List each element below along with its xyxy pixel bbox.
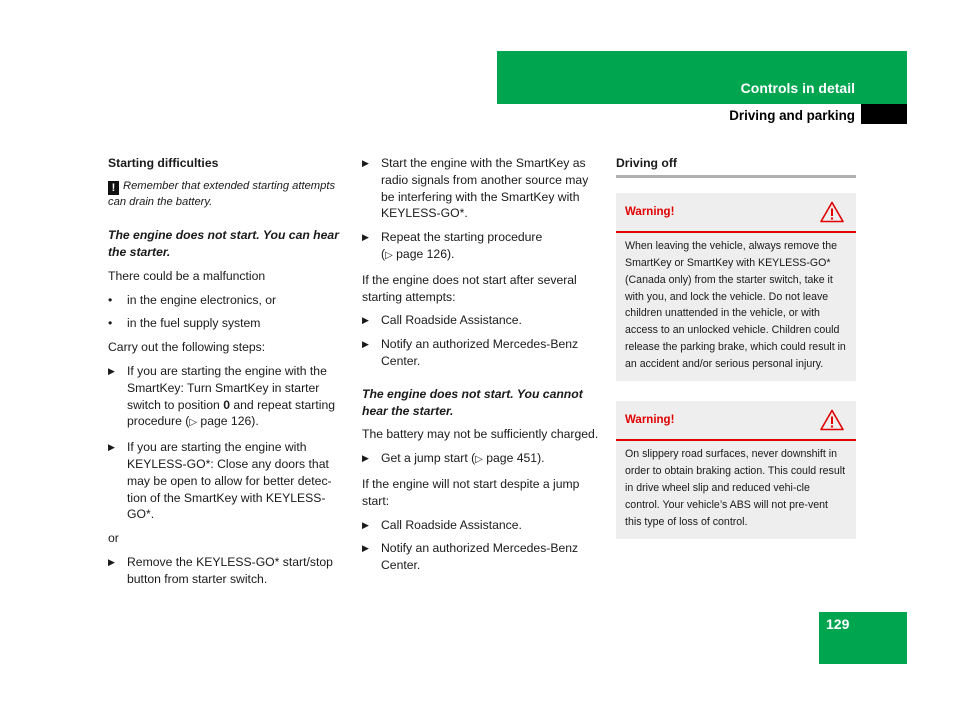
list-item: • in the fuel supply system bbox=[108, 316, 261, 331]
step-item: ▶ Notify an authorized Mercedes-Benz Center. bbox=[362, 541, 579, 573]
step-arrow-icon: ▶ bbox=[108, 366, 115, 377]
page-reference: page 451 bbox=[486, 451, 538, 466]
step-arrow-icon: ▶ bbox=[362, 232, 369, 243]
step-arrow-icon: ▶ bbox=[362, 315, 369, 326]
step-item: ▶ Get a jump start (▷ page 451). bbox=[362, 451, 545, 466]
warning-box bbox=[616, 193, 856, 381]
page-ref-icon: ▷ bbox=[475, 454, 483, 466]
step-item: ▶ If you are starting the engine with KEYLESS-GO*: Close any doors that may be open to allow for better detec-tion of the SmartKey with KEYLESS-GO*. bbox=[108, 440, 332, 522]
heading-starting-difficulties: Starting difficulties bbox=[108, 156, 219, 170]
list-item: • in the engine electronics, or bbox=[108, 292, 277, 307]
step-arrow-icon: ▶ bbox=[362, 453, 369, 464]
step-item: ▶ If you are starting the engine with the SmartKey: Turn SmartKey in starter switch to position 0 and repeat starting procedure (▷ page 126). bbox=[108, 364, 336, 429]
paragraph-steps: Carry out the following steps: bbox=[108, 340, 266, 355]
paragraph-several-attempts: If the engine does not start after several starting attempts: bbox=[362, 272, 577, 304]
section-title: Controls in detail bbox=[740, 80, 855, 96]
warning-text: On slippery road surfaces, never downshift in order to obtain braking action. This could result in drive wheel slip and reduced vehi-cle control. Your vehicle’s ABS will not pre-vent this type of loss of control. bbox=[625, 448, 846, 528]
subsection-title: Driving and parking bbox=[729, 108, 855, 123]
warning-label: Warning! bbox=[625, 205, 675, 218]
exclamation-icon: ! bbox=[108, 181, 119, 195]
page-ref-icon: ▷ bbox=[189, 417, 198, 429]
position-value: 0 bbox=[223, 397, 230, 412]
step-item: ▶ Repeat the starting procedure (▷ page 126). bbox=[362, 230, 543, 261]
step-arrow-icon: ▶ bbox=[108, 442, 115, 453]
section-tab-marker bbox=[861, 104, 907, 124]
warning-header bbox=[616, 193, 856, 233]
step-item: ▶ Remove the KEYLESS-GO* start/stop button from starter switch. bbox=[108, 555, 333, 586]
column-2 bbox=[362, 155, 600, 581]
bullet-marker: • bbox=[108, 316, 113, 331]
subheading-cannot-hear-starter: The engine does not start. You cannot hear the starter. bbox=[362, 386, 583, 418]
page-reference: page 126 bbox=[200, 414, 252, 429]
heading-driving-off: Driving off bbox=[616, 156, 677, 170]
column-3 bbox=[616, 155, 856, 559]
subheading-hear-starter: The engine does not start. You can hear the starter. bbox=[108, 228, 339, 260]
step-item: ▶ Notify an authorized Mercedes-Benz Center. bbox=[362, 337, 579, 368]
note-text: Remember that extended starting attempts can drain the battery. bbox=[108, 179, 336, 208]
step-arrow-icon: ▶ bbox=[362, 339, 369, 350]
page-reference: page 126 bbox=[396, 246, 447, 261]
warning-triangle-icon bbox=[820, 201, 844, 223]
warning-box bbox=[616, 401, 856, 539]
note-battery bbox=[108, 179, 346, 211]
step-item: ▶ Call Roadside Assistance. bbox=[362, 313, 522, 328]
step-item: ▶ Call Roadside Assistance. bbox=[362, 517, 522, 532]
warning-label: Warning! bbox=[625, 414, 675, 427]
step-arrow-icon: ▶ bbox=[362, 158, 369, 168]
paragraph-battery: The battery may not be sufficiently charged. bbox=[362, 427, 599, 442]
bullet-marker: • bbox=[108, 292, 113, 307]
step-arrow-icon: ▶ bbox=[362, 543, 369, 554]
paragraph-jump-start: If the engine will not start despite a jump start: bbox=[362, 476, 580, 508]
column-1 bbox=[108, 155, 346, 595]
step-arrow-icon: ▶ bbox=[362, 519, 369, 530]
page-ref-icon: ▷ bbox=[385, 249, 393, 261]
page-number: 129 bbox=[826, 616, 850, 632]
warning-text: When leaving the vehicle, always remove the SmartKey or SmartKey with KEYLESS-GO* (Canada only) from the starter switch, take it with you, and lock the vehicle. Do not leave children unattended in the vehicle, or with access to an unlocked vehicle. Children could release the parking brake, which could result in an accident and/or serious personal injury. bbox=[625, 239, 846, 371]
warning-header bbox=[616, 401, 856, 441]
warning-triangle-icon bbox=[820, 409, 844, 431]
paragraph-malfunction: There could be a malfunction bbox=[108, 268, 266, 283]
or-text: or bbox=[108, 531, 119, 546]
step-item: ▶ Start the engine with the SmartKey as radio signals from another source may be interfering with the SmartKey with KEYLESS-GO*. bbox=[362, 156, 589, 221]
step-arrow-icon: ▶ bbox=[108, 557, 115, 568]
heading-rule bbox=[616, 175, 856, 178]
